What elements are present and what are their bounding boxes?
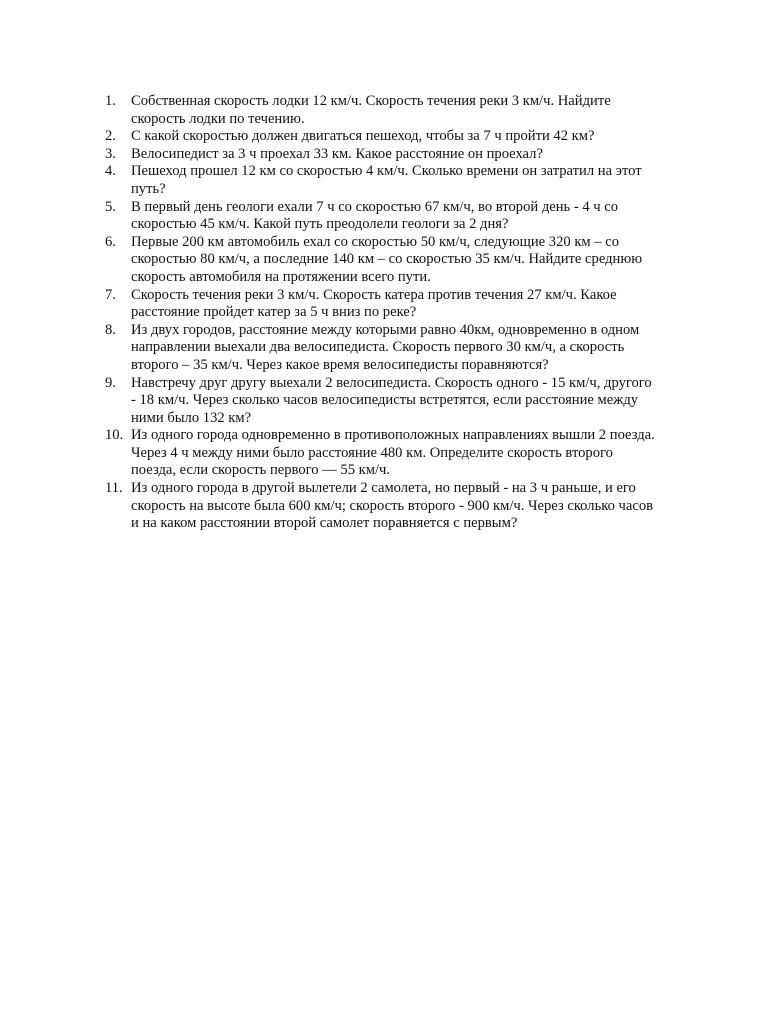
- problem-text: Из одного города одновременно в противоположных направлениях вышли 2 поезда. Через 4 ч между ними было расстояние 480 км. Определите скорость второго поезда, если скорость первого — 55 км/ч.: [131, 427, 655, 479]
- list-item: [105, 146, 685, 164]
- problem-number: 9.: [105, 374, 116, 391]
- problem-text: Скорость течения реки 3 км/ч. Скорость катера против течения 27 км/ч. Какое расстояние пройдет катер за 5 ч вниз по реке?: [131, 286, 617, 321]
- problem-number: 7.: [105, 286, 116, 303]
- problem-number: 6.: [105, 233, 116, 250]
- list-item: [105, 375, 685, 428]
- problem-number: 8.: [105, 321, 116, 338]
- problem-text: Пешеход прошел 12 км со скоростью 4 км/ч. Сколько времени он затратил на этот путь?: [131, 163, 642, 197]
- list-item: [105, 287, 685, 322]
- list-item: [105, 427, 685, 480]
- problem-number: 3.: [105, 145, 116, 162]
- problem-number: 1.: [105, 93, 116, 109]
- problem-text: Велосипедист за 3 ч проехал 33 км. Какое расстояние он проехал?: [131, 145, 543, 162]
- problem-text: Из двух городов, расстояние между которыми равно 40км, одновременно в одном направлении выехали два велосипедиста. Скорость первого 30 км/ч, а скорость второго – 35 км/ч. Через какое время велосипедисты поравняются?: [131, 321, 640, 373]
- problem-text: Из одного города в другой вылетели 2 самолета, но первый - на 3 ч раньше, и его скорость на высоте была 600 км/ч; скорость второго - 900 км/ч. Через сколько часов и на каком расстоянии второй самолет поравняется с первым?: [131, 480, 654, 532]
- list-item: [105, 322, 685, 375]
- list-item: [105, 199, 685, 234]
- problem-number: 4.: [105, 163, 116, 180]
- problem-list: [105, 93, 685, 533]
- list-item: [105, 93, 685, 128]
- list-item: [105, 163, 685, 198]
- problem-number: 11.: [105, 480, 123, 497]
- problem-text: Первые 200 км автомобиль ехал со скоростью 50 км/ч, следующие 320 км – со скоростью 80 км/ч, а последние 140 км – со скоростью 35 км/ч. Найдите среднюю скорость автомобиля на протяжении всего пути.: [131, 233, 643, 285]
- problem-text: С какой скоростью должен двигаться пешеход, чтобы за 7 ч пройти 42 км?: [131, 128, 595, 145]
- problem-text: В первый день геологи ехали 7 ч со скоростью 67 км/ч, во второй день - 4 ч со скоростью 45 км/ч. Какой путь преодолели геологи за 2 дня?: [131, 198, 619, 233]
- problem-number: 5.: [105, 198, 116, 215]
- problem-text: Навстречу друг другу выехали 2 велосипедиста. Скорость одного - 15 км/ч, другого - 18 км/ч. Через сколько часов велосипедисты встретятся, если расстояние между ними было 132 км?: [131, 374, 652, 426]
- problem-number: 10.: [105, 427, 124, 444]
- problem-text: Собственная скорость лодки 12 км/ч. Скорость течения реки 3 км/ч. Найдите скорость лодки по течению.: [131, 93, 611, 127]
- problem-number: 2.: [105, 128, 116, 145]
- list-item: [105, 480, 685, 533]
- list-item: [105, 234, 685, 287]
- list-item: [105, 128, 685, 146]
